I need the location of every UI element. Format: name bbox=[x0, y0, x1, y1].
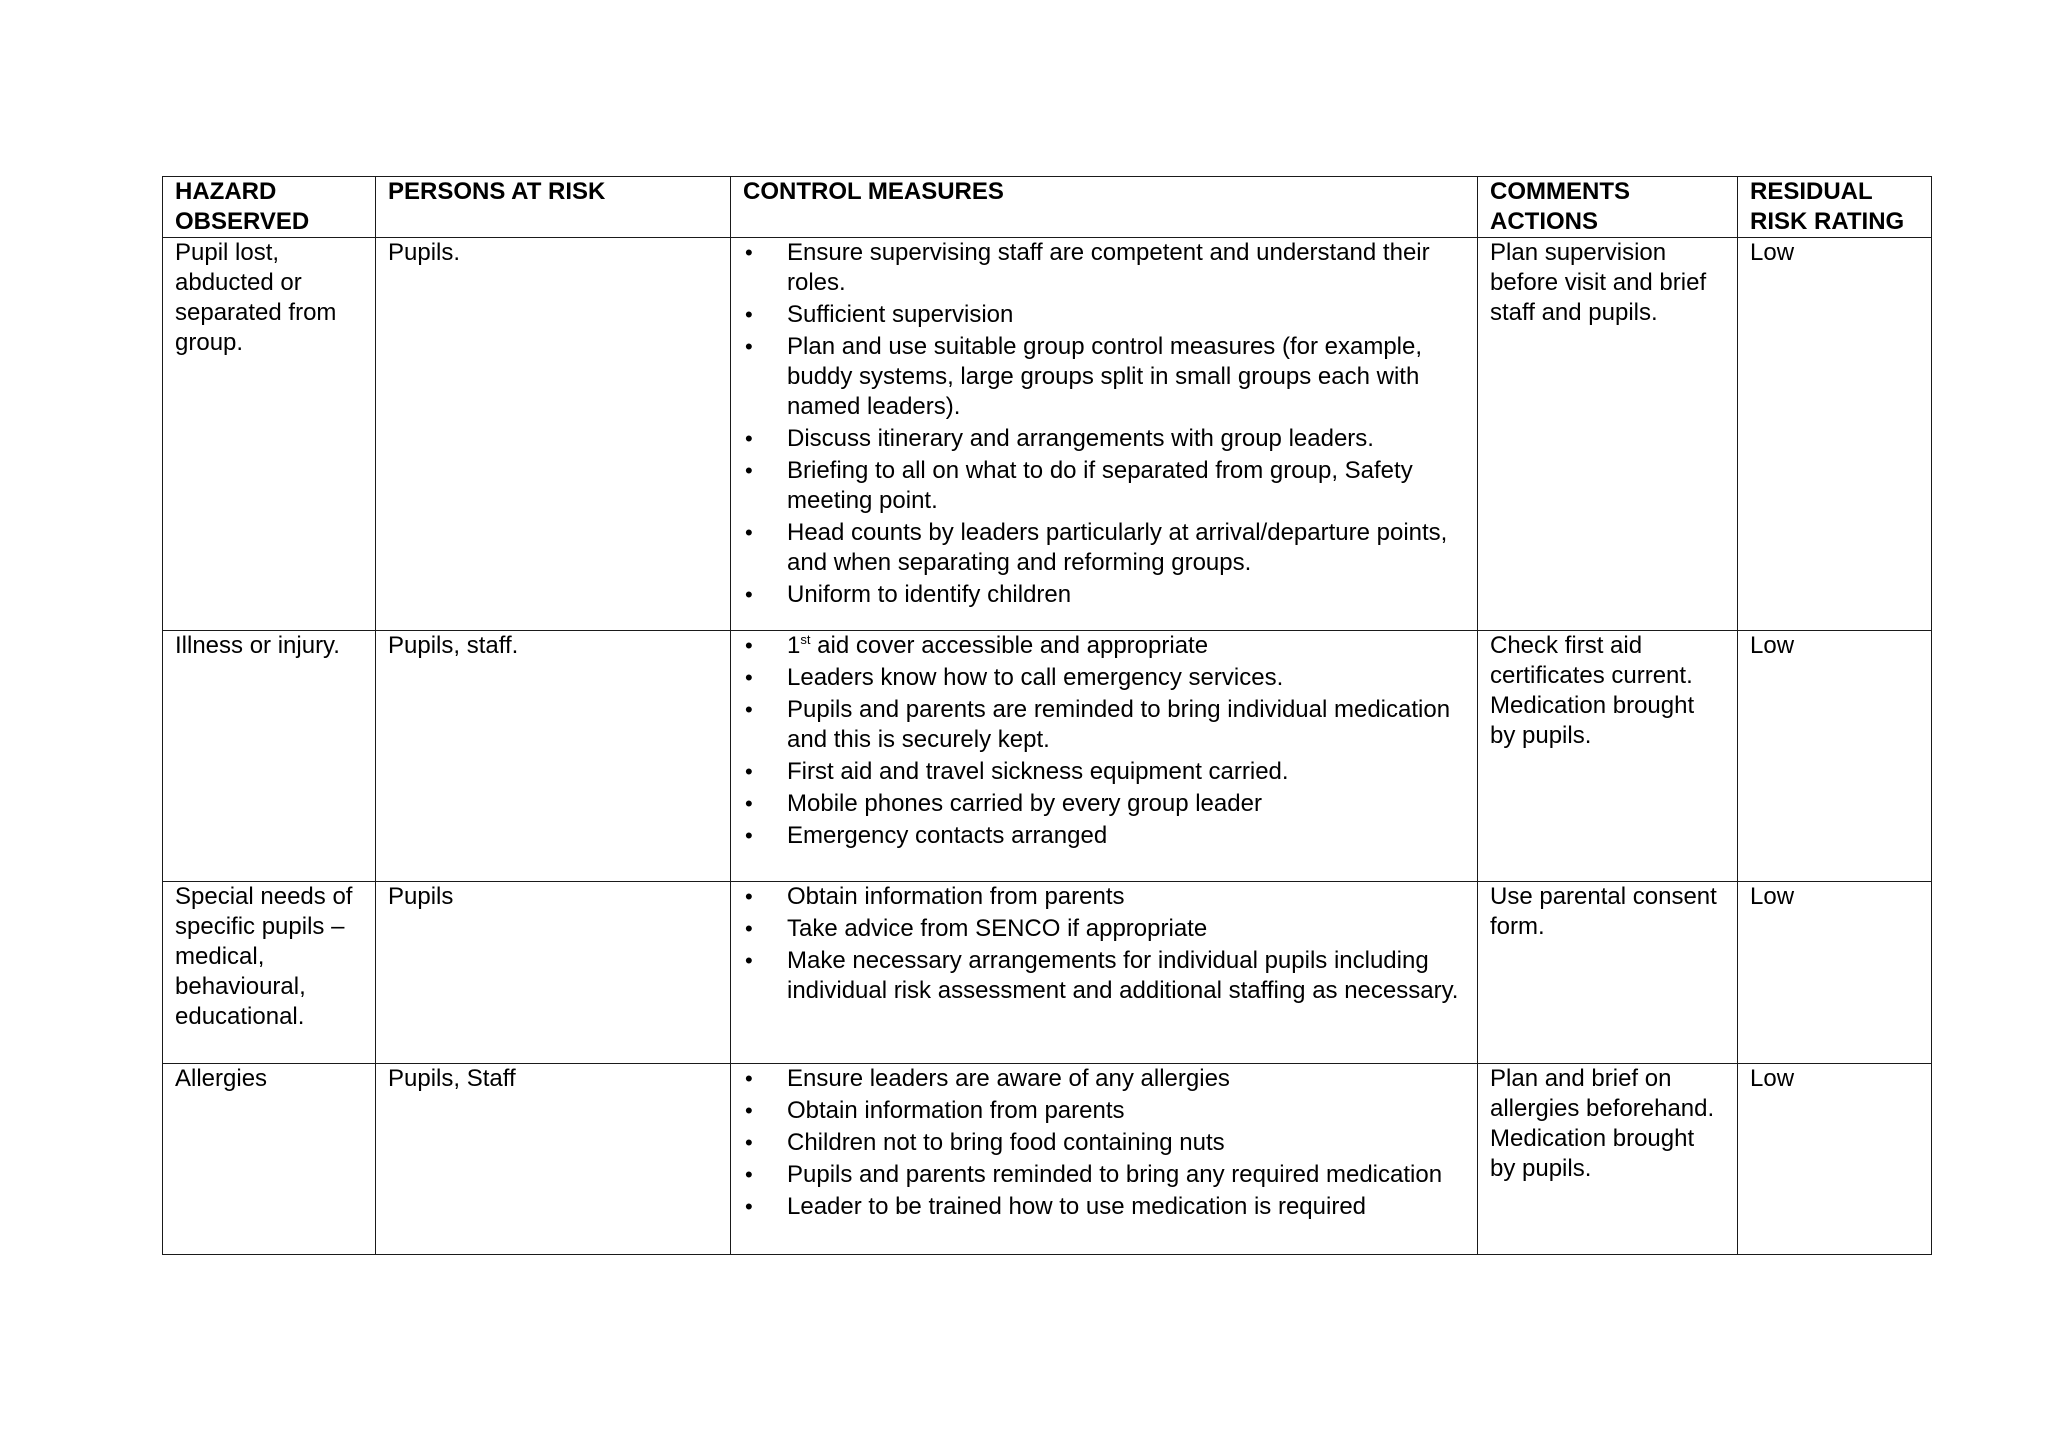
list-item: • Ensure supervising staff are competent and understand their roles. bbox=[743, 238, 1465, 298]
control-measures-cell bbox=[731, 238, 1478, 631]
hazard-cell: Pupil lost, abducted or separated from group. bbox=[163, 238, 376, 631]
persons-cell: Pupils. bbox=[376, 238, 731, 631]
list-item: • Children not to bring food containing nuts bbox=[743, 1128, 1465, 1158]
hazard-cell: Illness or injury. bbox=[163, 631, 376, 882]
list-item: • First aid and travel sickness equipment carried. bbox=[743, 757, 1465, 787]
rating-cell: Low bbox=[1738, 631, 1932, 882]
comments-cell: Plan and brief on allergies beforehand. Medication brought by pupils. bbox=[1478, 1064, 1738, 1255]
list-item: • Obtain information from parents bbox=[743, 882, 1465, 912]
list-item: • Plan and use suitable group control measures (for example, buddy systems, large groups split in small groups each with named leaders). bbox=[743, 332, 1465, 422]
table-row bbox=[163, 631, 1932, 882]
list-item: • Sufficient supervision bbox=[743, 300, 1465, 330]
rating-cell: Low bbox=[1738, 1064, 1932, 1255]
first-aid-text: aid cover accessible and appropriate bbox=[810, 632, 1209, 659]
table-row bbox=[163, 238, 1932, 631]
rating-cell: Low bbox=[1738, 882, 1932, 1064]
control-measures-list bbox=[743, 631, 1465, 851]
risk-assessment-table bbox=[162, 176, 1932, 1255]
header-persons-at-risk: PERSONS AT RISK bbox=[376, 177, 731, 238]
header-comments-actions: COMMENTS ACTIONS bbox=[1478, 177, 1738, 238]
table-row bbox=[163, 1064, 1932, 1255]
comments-cell: Plan supervision before visit and brief staff and pupils. bbox=[1478, 238, 1738, 631]
control-measures-list bbox=[743, 882, 1465, 1006]
list-item: • Head counts by leaders particularly at arrival/departure points, and when separating and reforming groups. bbox=[743, 518, 1465, 578]
header-residual-risk-rating: RESIDUAL RISK RATING bbox=[1738, 177, 1932, 238]
list-item: • Take advice from SENCO if appropriate bbox=[743, 914, 1465, 944]
control-measures-cell bbox=[731, 1064, 1478, 1255]
header-hazard-observed: HAZARD OBSERVED bbox=[163, 177, 376, 238]
table-row bbox=[163, 882, 1932, 1064]
header-control-measures: CONTROL MEASURES bbox=[731, 177, 1478, 238]
list-item: • Uniform to identify children bbox=[743, 580, 1465, 610]
list-item: • Pupils and parents are reminded to bring individual medication and this is securely kept. bbox=[743, 695, 1465, 755]
hazard-cell: Special needs of specific pupils – medical, behavioural, educational. bbox=[163, 882, 376, 1064]
list-item: • Pupils and parents reminded to bring any required medication bbox=[743, 1160, 1465, 1190]
list-item: • Ensure leaders are aware of any allergies bbox=[743, 1064, 1465, 1094]
table-header-row bbox=[163, 177, 1932, 238]
list-item: • Obtain information from parents bbox=[743, 1096, 1465, 1126]
list-item: • Make necessary arrangements for individual pupils including individual risk assessment and additional staffing as necessary. bbox=[743, 946, 1465, 1006]
comments-cell: Use parental consent form. bbox=[1478, 882, 1738, 1064]
first-aid-number: 1 bbox=[787, 632, 801, 659]
persons-cell: Pupils, staff. bbox=[376, 631, 731, 882]
list-item: • Emergency contacts arranged bbox=[743, 821, 1465, 851]
ordinal-suffix: st bbox=[800, 632, 811, 647]
comments-cell: Check first aid certificates current. Medication brought by pupils. bbox=[1478, 631, 1738, 882]
control-measures-list bbox=[743, 238, 1465, 610]
persons-cell: Pupils, Staff bbox=[376, 1064, 731, 1255]
list-item: • Leaders know how to call emergency services. bbox=[743, 663, 1465, 693]
persons-cell: Pupils bbox=[376, 882, 731, 1064]
control-measures-cell bbox=[731, 631, 1478, 882]
list-item: • Leader to be trained how to use medication is required bbox=[743, 1192, 1465, 1222]
control-measures-cell bbox=[731, 882, 1478, 1064]
list-item: • Briefing to all on what to do if separated from group, Safety meeting point. bbox=[743, 456, 1465, 516]
list-item bbox=[743, 631, 1465, 661]
hazard-cell: Allergies bbox=[163, 1064, 376, 1255]
control-measures-list bbox=[743, 1064, 1465, 1222]
list-item: • Discuss itinerary and arrangements with group leaders. bbox=[743, 424, 1465, 454]
rating-cell: Low bbox=[1738, 238, 1932, 631]
list-item: • Mobile phones carried by every group leader bbox=[743, 789, 1465, 819]
